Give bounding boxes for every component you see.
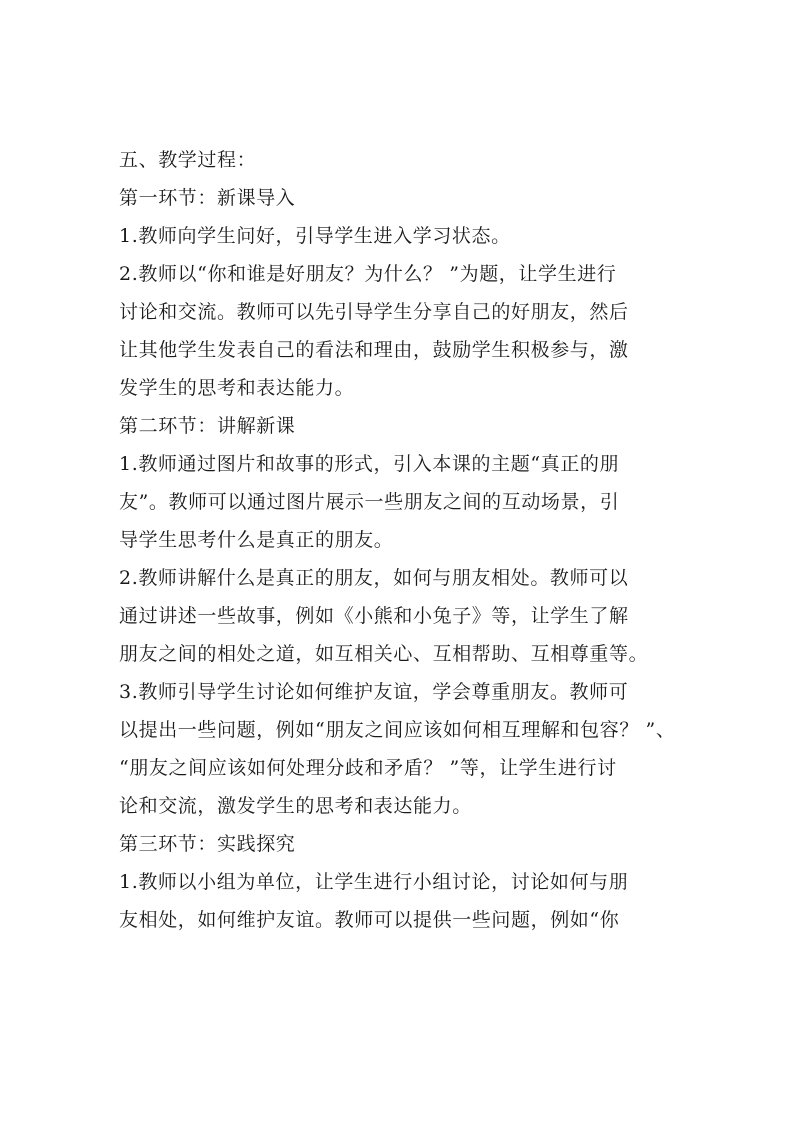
stage-heading-2: 第二环节：讲解新课	[119, 415, 296, 437]
paragraph-line: 朋友之间的相处之道，如互相关心、互相帮助、互相尊重等。	[119, 643, 649, 665]
paragraph-line: 导学生思考什么是真正的朋友。	[119, 529, 394, 551]
paragraph-line: 2.教师讲解什么是真正的朋友，如何与朋友相处。教师可以	[119, 567, 629, 589]
paragraph-line: 通过讲述一些故事，例如《小熊和小兔子》等，让学生了解	[119, 605, 629, 627]
paragraph-line: 讨论和交流。教师可以先引导学生分享自己的好朋友，然后	[119, 301, 629, 323]
paragraph-line: 3.教师引导学生讨论如何维护友谊，学会尊重朋友。教师可	[119, 681, 629, 703]
paragraph-line: 发学生的思考和表达能力。	[119, 377, 355, 399]
section-heading-teaching-process: 五、教学过程：	[119, 149, 257, 171]
paragraph-line: 以提出一些问题，例如“朋友之间应该如何相互理解和包容？ ”、	[119, 719, 676, 741]
paragraph-line: 论和交流，激发学生的思考和表达能力。	[119, 795, 472, 817]
paragraph-line: 让其他学生发表自己的看法和理由，鼓励学生积极参与，激	[119, 339, 629, 361]
stage-heading-3: 第三环节：实践探究	[119, 833, 296, 855]
paragraph-line: 1.教师通过图片和故事的形式，引入本课的主题“真正的朋	[119, 453, 620, 475]
paragraph-line: 友相处，如何维护友谊。教师可以提供一些问题，例如“你	[119, 909, 620, 931]
paragraph-line: 1.教师以小组为单位，让学生进行小组讨论，讨论如何与朋	[119, 871, 629, 893]
stage-heading-1: 第一环节：新课导入	[119, 187, 296, 209]
document-body	[119, 141, 679, 939]
paragraph-line: 2.教师以“你和谁是好朋友？为什么？ ”为题，让学生进行	[119, 263, 617, 285]
paragraph-line: 1.教师向学生问好，引导学生进入学习状态。	[119, 225, 511, 247]
paragraph-line: 友”。教师可以通过图片展示一些朋友之间的互动场景，引	[119, 491, 620, 513]
paragraph-line: “朋友之间应该如何处理分歧和矛盾？ ”等，让学生进行讨	[119, 757, 617, 779]
